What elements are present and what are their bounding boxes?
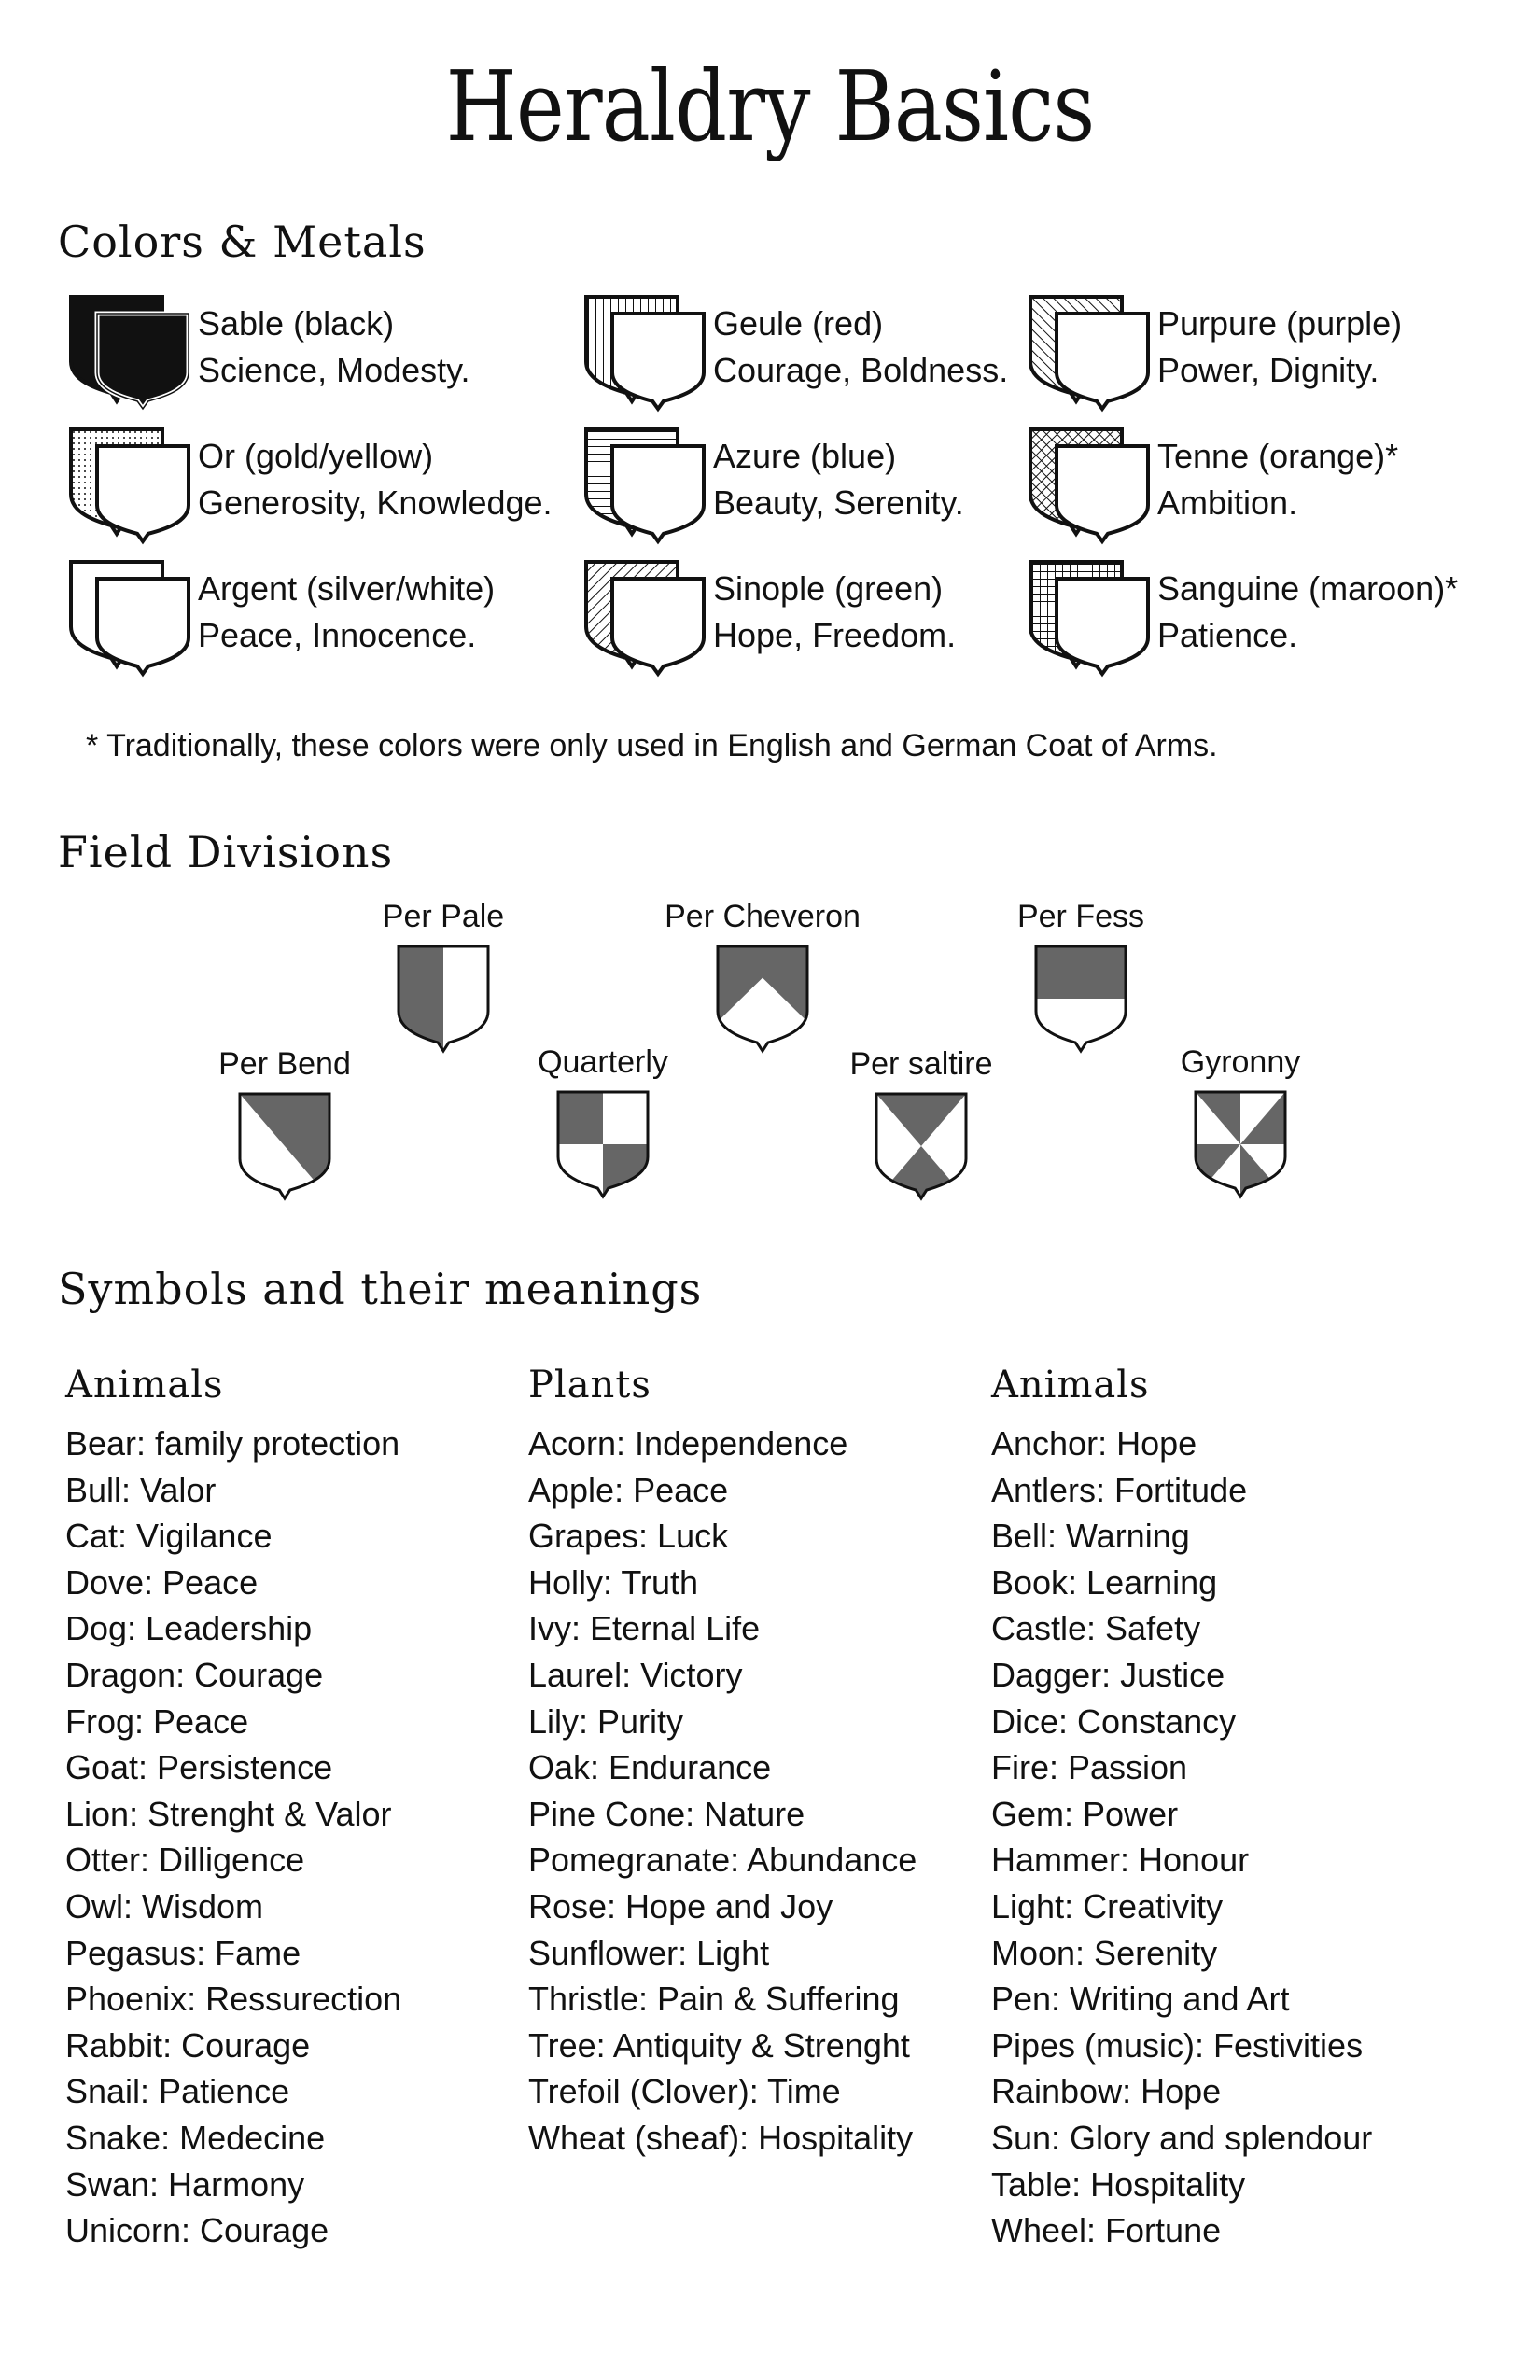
tincture-name: Azure (blue) [713, 437, 897, 475]
sanguine-shield-icon [1025, 556, 1155, 678]
symbol-list [65, 1421, 513, 2254]
symbol-item: Lion: Strenght & Valor [65, 1794, 392, 1833]
azure-shield-icon [581, 424, 711, 545]
division-label: Per Fess [1016, 899, 1145, 934]
per-fess-shield-icon [1032, 943, 1129, 1055]
symbol-item: Wheel: Fortune [991, 2211, 1222, 2250]
symbol-item: Rose: Hope and Joy [528, 1886, 833, 1925]
tincture-name: Geule (red) [713, 304, 884, 343]
column-heading: Animals [991, 1364, 1150, 1407]
division-label: Gyronny [1180, 1044, 1301, 1080]
per-saltire-shield-icon [873, 1090, 970, 1202]
tincture-meaning: Power, Dignity. [1157, 351, 1379, 389]
symbols-column-plants [528, 1355, 976, 2162]
symbol-item: Grapes: Luck [528, 1517, 729, 1556]
tincture-sable [65, 291, 551, 413]
symbol-item: Antlers: Fortitude [991, 1470, 1248, 1509]
symbol-item: Snake: Medecine [65, 2118, 326, 2157]
division-per-bend [163, 1045, 406, 1223]
tincture-name: Sanguine (maroon)* [1157, 569, 1459, 608]
symbol-item: Anchor: Hope [991, 1424, 1197, 1463]
symbol-list [991, 1421, 1439, 2254]
symbol-item: Gem: Power [991, 1794, 1179, 1833]
symbol-item: Trefoil (Clover): Time [528, 2072, 841, 2111]
tincture-meaning: Hope, Freedom. [713, 616, 957, 654]
tincture-name: Argent (silver/white) [198, 569, 496, 608]
vert-shield-icon [581, 556, 711, 678]
per-bend-shield-icon [236, 1090, 333, 1202]
symbol-item: Oak: Endurance [528, 1748, 772, 1787]
division-label: Quarterly [538, 1044, 668, 1080]
symbol-item: Light: Creativity [991, 1886, 1224, 1925]
division-label: Per Cheveron [665, 899, 861, 934]
tenne-shield-icon [1025, 424, 1155, 545]
symbol-item: Owl: Wisdom [65, 1886, 264, 1925]
tincture-name: Or (gold/yellow) [198, 437, 434, 475]
quarterly-shield-icon [554, 1088, 651, 1200]
symbol-item: Apple: Peace [528, 1470, 729, 1509]
tincture-name: Sable (black) [198, 304, 395, 343]
tincture-footnote: * Traditionally, these colors were only used in English and German Coat of Arms. [86, 728, 1218, 763]
symbol-item: Unicorn: Courage [65, 2211, 329, 2250]
symbol-item: Dice: Constancy [991, 1701, 1237, 1741]
gyronny-shield-icon [1192, 1088, 1289, 1200]
symbol-list [528, 1421, 976, 2162]
division-per-saltire [800, 1045, 1043, 1223]
symbol-item: Pegasus: Fame [65, 1933, 301, 1972]
symbol-item: Rabbit: Courage [65, 2025, 311, 2065]
tincture-name: Purpure (purple) [1157, 304, 1403, 343]
symbol-item: Pine Cone: Nature [528, 1794, 805, 1833]
symbol-item: Thristle: Pain & Suffering [528, 1980, 900, 2019]
tincture-purpure [1025, 291, 1510, 413]
column-heading: Plants [528, 1364, 651, 1407]
sable-shield-icon [65, 291, 196, 413]
page-title: Heraldry Basics [445, 49, 1095, 163]
symbol-item: Sun: Glory and splendour [991, 2118, 1373, 2157]
symbol-item: Hammer: Honour [991, 1841, 1250, 1880]
symbols-column-objects [991, 1355, 1439, 2254]
division-tincture [1036, 946, 1126, 999]
symbols-heading: Symbols and their meanings [58, 1264, 703, 1314]
per-cheveron-shield-icon [714, 943, 811, 1055]
symbol-item: Tree: Antiquity & Strenght [528, 2025, 910, 2065]
tincture-meaning: Science, Modesty. [198, 351, 470, 389]
symbol-item: Bull: Valor [65, 1470, 217, 1509]
column-heading: Animals [65, 1364, 224, 1407]
or-shield-icon [65, 424, 196, 545]
symbol-item: Goat: Persistence [65, 1748, 333, 1787]
tincture-azure [581, 424, 1066, 545]
tincture-vert [581, 556, 1066, 678]
division-label: Per saltire [849, 1046, 993, 1082]
gules-shield-icon [581, 291, 711, 413]
symbol-item: Bell: Warning [991, 1517, 1190, 1556]
division-label: Per Pale [382, 899, 505, 934]
tincture-meaning: Beauty, Serenity. [713, 483, 964, 522]
tincture-meaning: Generosity, Knowledge. [198, 483, 553, 522]
symbols-column-animals [65, 1355, 513, 2254]
symbol-item: Swan: Harmony [65, 2164, 305, 2204]
field-divisions-heading: Field Divisions [58, 827, 394, 877]
symbol-item: Rainbow: Hope [991, 2072, 1222, 2111]
tincture-gules [581, 291, 1066, 413]
symbol-item: Table: Hospitality [991, 2164, 1246, 2204]
per-pale-shield-icon [395, 943, 492, 1055]
tincture-name: Sinople (green) [713, 569, 944, 608]
symbol-item: Sunflower: Light [528, 1933, 770, 1972]
symbol-item: Frog: Peace [65, 1701, 249, 1741]
symbol-item: Laurel: Victory [528, 1655, 743, 1694]
symbol-item: Bear: family protection [65, 1424, 400, 1463]
symbol-item: Otter: Dilligence [65, 1841, 305, 1880]
symbol-item: Phoenix: Ressurection [65, 1980, 402, 2019]
tincture-sanguine [1025, 556, 1510, 678]
tincture-argent [65, 556, 551, 678]
division-label: Per Bend [218, 1046, 351, 1082]
division-tincture [558, 1092, 603, 1144]
division-quarterly [482, 1043, 724, 1221]
tincture-or [65, 424, 551, 545]
symbol-item: Fire: Passion [991, 1748, 1188, 1787]
symbol-item: Pen: Writing and Art [991, 1980, 1290, 2019]
symbol-item: Castle: Safety [991, 1609, 1201, 1648]
symbol-item: Pomegranate: Abundance [528, 1841, 917, 1880]
symbol-item: Book: Learning [991, 1562, 1218, 1602]
symbol-item: Cat: Vigilance [65, 1517, 273, 1556]
purpure-shield-icon [1025, 291, 1155, 413]
tincture-meaning: Patience. [1157, 616, 1298, 654]
symbol-item: Snail: Patience [65, 2072, 290, 2111]
symbol-item: Ivy: Eternal Life [528, 1609, 761, 1648]
symbol-item: Holly: Truth [528, 1562, 699, 1602]
tincture-meaning: Peace, Innocence. [198, 616, 477, 654]
tincture-meaning: Courage, Boldness. [713, 351, 1009, 389]
symbol-item: Dog: Leadership [65, 1609, 313, 1648]
tincture-name: Tenne (orange)* [1157, 437, 1399, 475]
symbol-item: Moon: Serenity [991, 1933, 1218, 1972]
symbol-item: Acorn: Independence [528, 1424, 848, 1463]
tincture-tenne [1025, 424, 1510, 545]
symbol-item: Dragon: Courage [65, 1655, 324, 1694]
symbol-item: Wheat (sheaf): Hospitality [528, 2118, 914, 2157]
argent-shield-icon [65, 556, 196, 678]
symbol-item: Dove: Peace [65, 1562, 259, 1602]
symbol-item: Dagger: Justice [991, 1655, 1225, 1694]
symbol-item: Lily: Purity [528, 1701, 684, 1741]
tincture-meaning: Ambition. [1157, 483, 1298, 522]
division-gyronny [1119, 1043, 1362, 1221]
symbol-item: Pipes (music): Festivities [991, 2025, 1364, 2065]
colors-metals-heading: Colors & Metals [58, 217, 427, 267]
